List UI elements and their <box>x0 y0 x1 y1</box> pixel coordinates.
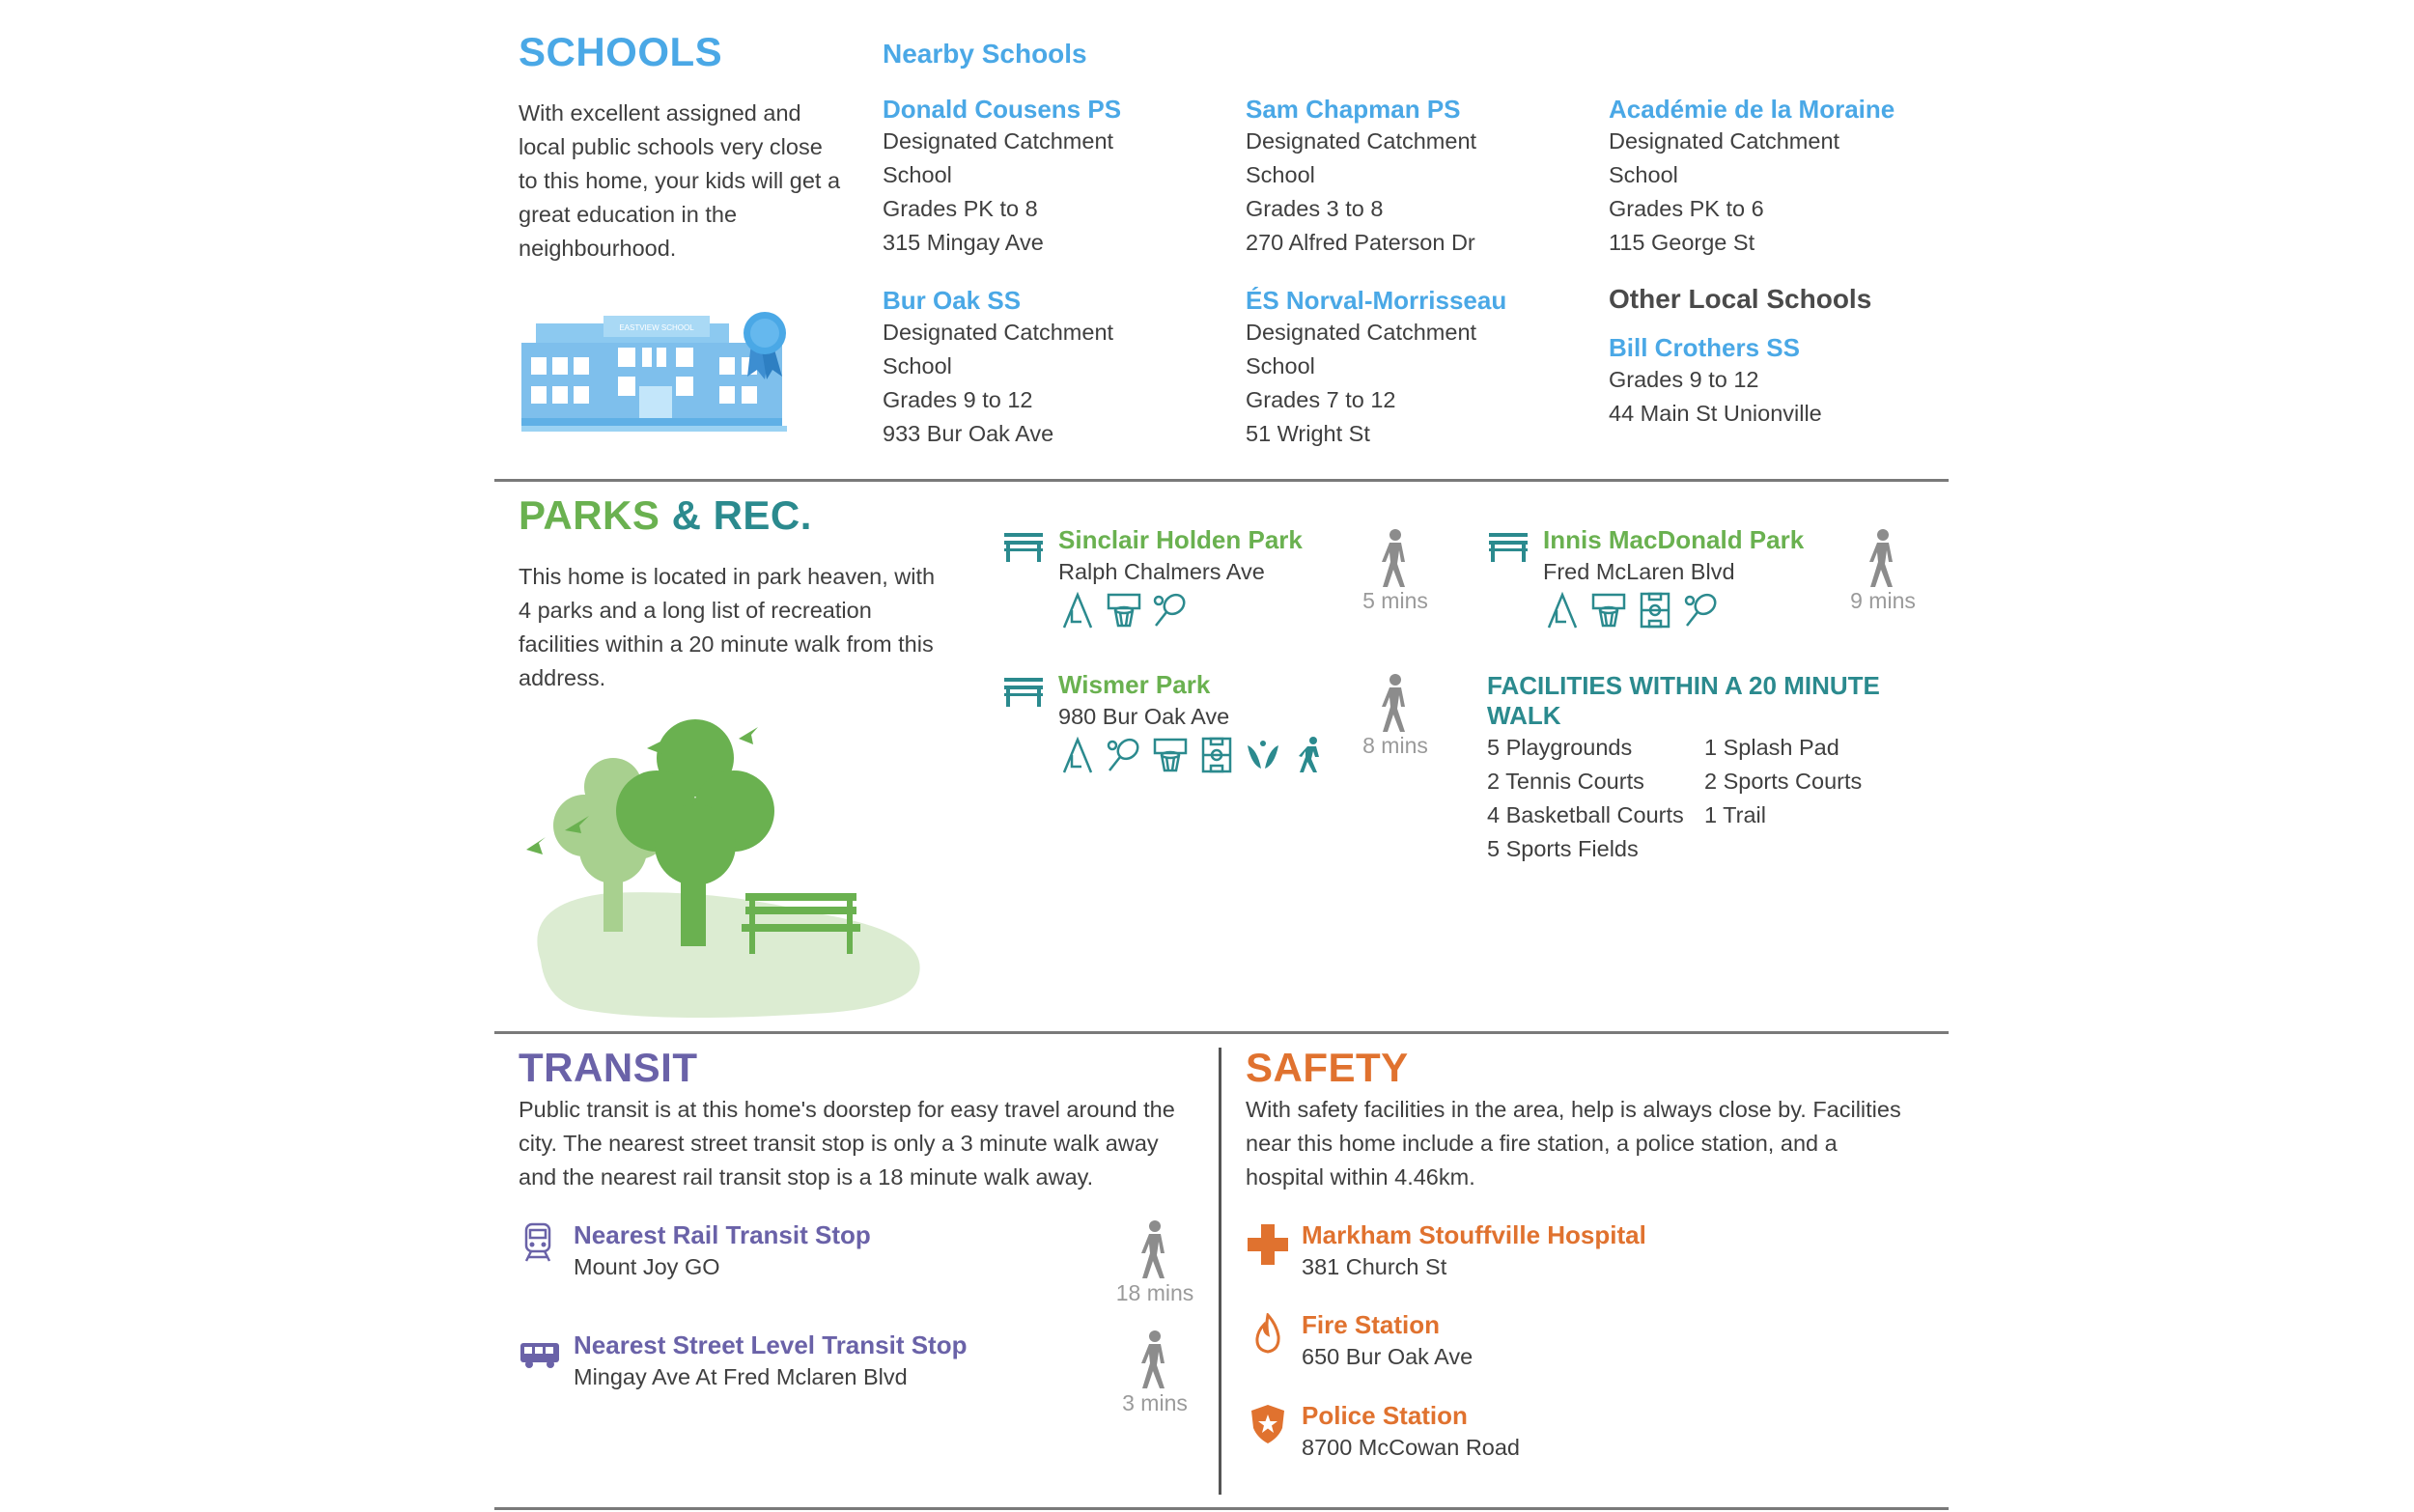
park-name: Sinclair Holden Park <box>1058 525 1303 554</box>
school-card <box>1246 286 1574 451</box>
transit-stop-location: Mingay Ave At Fred Mclaren Blvd <box>574 1364 908 1389</box>
park-card <box>1058 670 1387 774</box>
parks-description: This home is located in park heaven, with 4 parks and a long list of recreation facilities within a 20 minute walk from this address. <box>519 564 936 690</box>
basketball-icon <box>1589 591 1628 630</box>
safety-description: With safety facilities in the area, help is always close by. Facilities near this home include a fire station, a police station, and a hospital within 4.46km. <box>1246 1097 1901 1190</box>
transit-stop-name: Nearest Street Level Transit Stop <box>574 1330 968 1359</box>
school-card <box>1609 95 1937 260</box>
school-name: Bill Crothers SS <box>1609 333 1800 362</box>
safety-facility-name: Fire Station <box>1302 1310 1441 1339</box>
parks-title <box>519 492 812 539</box>
tennis-icon <box>1105 736 1143 774</box>
facility-item: 2 Sports Courts <box>1704 769 1863 794</box>
park-card <box>1543 525 1862 630</box>
facility-item: 1 Trail <box>1704 802 1766 827</box>
other-schools-heading: Other Local Schools <box>1609 284 1872 314</box>
transit-card <box>574 1330 1076 1394</box>
school-address: 115 George St <box>1609 230 1755 255</box>
nearby-schools-heading: Nearby Schools <box>883 39 1087 69</box>
hospital-cross-icon <box>1248 1224 1288 1265</box>
section-divider <box>494 1031 1949 1034</box>
school-name: Donald Cousens PS <box>883 95 1122 124</box>
school-type: Designated Catchment School <box>883 320 1114 378</box>
school-address: 270 Alfred Paterson Dr <box>1246 230 1475 255</box>
facilities-column-1 <box>1487 731 1684 866</box>
park-card <box>1058 525 1367 630</box>
basketball-icon <box>1105 591 1143 630</box>
park-name: Wismer Park <box>1058 670 1211 699</box>
walk-time: 3 mins <box>1122 1390 1188 1415</box>
school-name: ÉS Norval-Morrisseau <box>1246 286 1507 315</box>
school-address: 315 Mingay Ave <box>883 230 1044 255</box>
walking-person-icon <box>1376 529 1415 589</box>
walking-person-icon <box>1376 674 1415 734</box>
school-card <box>1246 95 1574 260</box>
trail-runner-icon <box>1290 736 1329 774</box>
splash-pad-icon <box>1244 736 1282 774</box>
safety-facility-address: 381 Church St <box>1302 1254 1447 1279</box>
safety-card <box>1302 1401 1784 1465</box>
park-facility-icons <box>1058 736 1387 774</box>
parks-title-sub: & REC. <box>671 492 812 538</box>
park-address: 980 Bur Oak Ave <box>1058 704 1230 729</box>
transit-description: Public transit is at this home's doorstep for easy travel around the city. The nearest street transit stop is only a 3 minute walk away and the nearest rail transit stop is a 18 minute walk away. <box>519 1097 1175 1190</box>
safety-facility-address: 8700 McCowan Road <box>1302 1435 1520 1460</box>
safety-title: SAFETY <box>1246 1045 1409 1090</box>
safety-card <box>1302 1310 1784 1374</box>
column-divider <box>1219 1048 1221 1495</box>
park-illustration <box>521 719 927 1028</box>
bench-icon <box>1004 533 1043 562</box>
park-facility-icons <box>1058 591 1367 630</box>
bus-icon <box>519 1340 560 1369</box>
school-name: Bur Oak SS <box>883 286 1022 315</box>
school-card <box>883 286 1211 451</box>
walk-time: 18 mins <box>1115 1280 1194 1305</box>
bench-icon <box>1489 533 1528 562</box>
walking-person-icon <box>1864 529 1902 589</box>
facilities-column-2 <box>1704 731 1862 832</box>
section-divider <box>494 1507 1949 1510</box>
school-grades: Grades 9 to 12 <box>883 387 1033 412</box>
school-grades: Grades 7 to 12 <box>1246 387 1396 412</box>
section-divider <box>494 479 1949 482</box>
school-address: 933 Bur Oak Ave <box>883 421 1054 446</box>
playground-icon <box>1058 591 1097 630</box>
bench-icon <box>1004 678 1043 707</box>
school-name: Académie de la Moraine <box>1609 95 1895 124</box>
school-grades: Grades 3 to 8 <box>1246 196 1384 221</box>
basketball-icon <box>1151 736 1190 774</box>
school-card <box>1609 333 1937 431</box>
safety-facility-address: 650 Bur Oak Ave <box>1302 1344 1474 1369</box>
playground-icon <box>1058 736 1097 774</box>
playground-icon <box>1543 591 1582 630</box>
safety-card <box>1302 1220 1784 1284</box>
facility-item: 5 Sports Fields <box>1487 836 1639 861</box>
facilities-heading: FACILITIES WITHIN A 20 MINUTE WALK <box>1487 671 1880 730</box>
parks-title-main: PARKS <box>519 492 660 538</box>
tennis-icon <box>1151 591 1190 630</box>
school-building-illustration <box>521 304 801 434</box>
train-icon <box>523 1222 552 1263</box>
walk-time: 5 mins <box>1362 588 1428 613</box>
award-ribbon-icon <box>744 312 786 379</box>
transit-stop-name: Nearest Rail Transit Stop <box>574 1220 871 1249</box>
school-type: Designated Catchment School <box>1246 320 1477 378</box>
facility-item: 1 Splash Pad <box>1704 735 1839 760</box>
transit-stop-location: Mount Joy GO <box>574 1254 720 1279</box>
school-grades: Grades PK to 6 <box>1609 196 1764 221</box>
facility-item: 4 Basketball Courts <box>1487 802 1684 827</box>
school-type: Designated Catchment School <box>1609 128 1840 187</box>
walk-time: 9 mins <box>1850 588 1916 613</box>
school-type: Designated Catchment School <box>883 128 1114 187</box>
safety-facility-name: Markham Stouffville Hospital <box>1302 1220 1646 1249</box>
school-address: 44 Main St Unionville <box>1609 401 1822 426</box>
park-address: Ralph Chalmers Ave <box>1058 559 1265 584</box>
facility-item: 5 Playgrounds <box>1487 735 1633 760</box>
police-badge-icon <box>1251 1405 1284 1443</box>
schools-title: SCHOOLS <box>519 29 723 74</box>
sports-field-icon <box>1636 591 1674 630</box>
walking-person-icon <box>1136 1220 1174 1280</box>
park-address: Fred McLaren Blvd <box>1543 559 1735 584</box>
schools-description: With excellent assigned and local public schools very close to this home, your kids will get a great education in the neighbourhood. <box>519 100 841 261</box>
tennis-icon <box>1682 591 1721 630</box>
school-type: Designated Catchment School <box>1246 128 1477 187</box>
park-facility-icons <box>1543 591 1862 630</box>
transit-title: TRANSIT <box>519 1045 698 1090</box>
sports-field-icon <box>1197 736 1236 774</box>
school-address: 51 Wright St <box>1246 421 1370 446</box>
transit-card <box>574 1220 1037 1284</box>
walk-time: 8 mins <box>1362 733 1428 758</box>
safety-facility-name: Police Station <box>1302 1401 1468 1430</box>
walking-person-icon <box>1136 1330 1174 1390</box>
fire-icon <box>1253 1313 1282 1354</box>
school-grades: Grades PK to 8 <box>883 196 1038 221</box>
facility-item: 2 Tennis Courts <box>1487 769 1644 794</box>
school-name: Sam Chapman PS <box>1246 95 1461 124</box>
school-grades: Grades 9 to 12 <box>1609 367 1759 392</box>
school-card <box>883 95 1211 260</box>
school-sign-text: EASTVIEW SCHOOL <box>619 323 694 332</box>
park-name: Innis MacDonald Park <box>1543 525 1805 554</box>
